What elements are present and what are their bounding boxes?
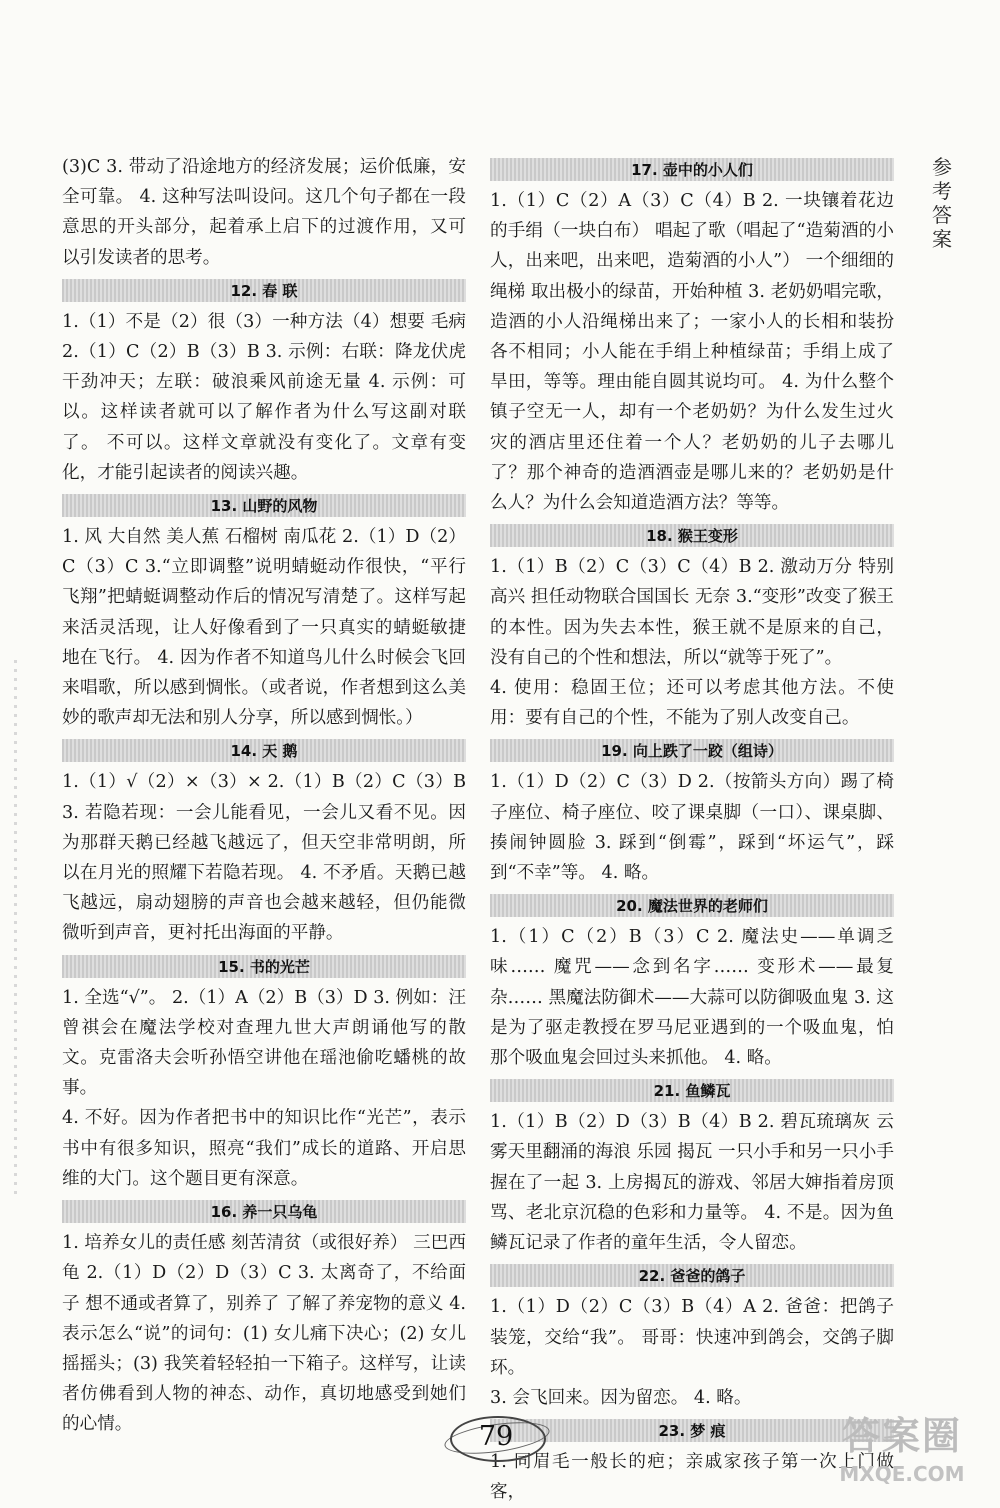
section-heading: 12. 春 联 [62,279,466,302]
answer-paragraph: 1.（1）C（2）B（3）C 2. 魔法史——单调乏味…… 魔咒——念到名字…… 变形术——最复杂…… 黑魔法防御术——大蒜可以防御吸血鬼 3. 这是为了驱走教授在罗马尼亚遇到的一个吸血鬼，怕那个吸血鬼会回过头来抓他。 4. 略。 [490,927,894,1069]
watermark-url: MXQE.COM [839,1462,965,1486]
section-heading: 18. 猴王变形 [490,524,894,547]
section-heading: 22. 爸爸的鸽子 [490,1264,894,1287]
section-heading: 21. 鱼鳞瓦 [490,1079,894,1102]
side-tab-answer-key [930,155,954,251]
answer-paragraph: 1.（1）B（2）D（3）B（4）B 2. 碧瓦琉璃灰 云雾天里翻涌的海浪 乐园 揭瓦 一只小手和另一只小手握在了一起 3. 上房揭瓦的游戏、邻居大婶指着房顶骂、老北京沉稳的色彩和力量等。 4. 不是。因为鱼鳞瓦记录了作者的童年生活，令人留恋。 [490,1112,894,1254]
section-heading: 17. 壶中的小人们 [490,158,894,181]
page-number-badge [442,1410,554,1466]
answer-paragraph: 1.（1）C（2）A（3）C（4）B 2. 一块镶着花边的手绢（一块白布） 唱起了歌（唱起了“造菊酒的小人，出来吧，出来吧，造菊酒的小人”） 一个细细的绳梯 取出极小的绿苗，开始种植 3. 老奶奶唱完歌，造酒的小人沿绳梯出来了；一家小人的长相和装扮各不相同；小人能在手绢上种植绿苗；手绢上成了旱田，等等。理由能自圆其说均可。 4. 为什么整个镇子空无一人，却有一个老奶奶？为什么发生过火灾的酒店里还住着一个人？老奶奶的儿子去哪儿了？那个神奇的造酒酒壶是哪儿来的？老奶奶是什么人？为什么会知道造酒方法？等等。 [490,191,894,514]
answer-paragraph: 1.（1）D（2）C（3）D 2.（按箭头方向）踢了椅子座位、椅子座位、咬了课桌脚（一口）、课桌脚、揍闹钟圆脸 3. 踩到“倒霉”，踩到“坏运气”，踩到“不幸”等。 4. 略。 [490,772,894,884]
side-tab-char: 考 [932,179,952,203]
answer-paragraph: 1.（1）D（2）C（3）B（4）A 2. 爸爸：把鸽子装笼，交给“我”。 哥哥：快速冲到鸽会，交鸽子脚环。 [490,1297,894,1378]
answer-paragraph: 3. 会飞回来。因为留恋。 4. 略。 [490,1387,752,1408]
right-column [490,152,894,1508]
answer-paragraph: 1.（1）B（2）C（3）C（4）B 2. 激动万分 特别高兴 担任动物联合国国长 无奈 3.“变形”改变了猴王的本性。因为失去本性，猴王就不是原来的自己，没有自己的个性和想法，所以“就等于死了”。 [490,557,894,668]
answer-paragraph: 1. 全选“√”。 2.（1）A（2）B（3）D 3. 例如：汪曾祺会在魔法学校对查理九世大声朗诵他写的散文。克雷洛夫会听孙悟空讲他在瑶池偷吃蟠桃的故事。 [62,987,466,1099]
side-tab-char: 参 [932,155,952,179]
section-heading: 16. 养一只乌龟 [62,1200,466,1223]
section-heading: 14. 天 鹅 [62,739,466,762]
left-column [62,152,466,1440]
answer-paragraph: 1. 同眉毛一般长的疤；亲戚家孩子第一次上门做客， [490,1452,894,1503]
answer-paragraph: 1.（1）√（2）×（3）× 2.（1）B（2）C（3）B 3. 若隐若现：一会儿能看见，一会儿又看不见。因为那群天鹅已经越飞越远了，但天空非常明朗，所以在月光的照耀下若隐若现。 4. 不矛盾。天鹅已越飞越远，扇动翅膀的声音也会越来越轻，但仍能微微听到声音，更衬托出海面的平静。 [62,772,466,944]
section-heading: 13. 山野的风物 [62,494,466,517]
section-heading: 23. 梦 痕 [490,1419,894,1442]
section-heading: 20. 魔法世界的老师们 [490,894,894,917]
answer-paragraph: 1.（1）不是（2）很（3）一种方法（4）想要 毛病 2.（1）C（2）B（3）B 3. 示例：右联：降龙伏虎干劲冲天；左联：破浪乘风前途无量 4. 示例：可以。这样读者就可以了解作者为什么写这副对联了。 不可以。这样文章就没有变化了。文章有变化，才能引起读者的阅读兴趣。 [62,311,466,483]
answer-paragraph: (3)C 3. 带动了沿途地方的经济发展；运价低廉，安全可靠。 4. 这种写法叫设问。这几个句子都在一段意思的开头部分，起着承上启下的过渡作用，又可以引发读者的思考。 [62,157,466,268]
answer-paragraph: 1. 风 大自然 美人蕉 石榴树 南瓜花 2.（1）D（2）C（3）C 3.“立即调整”说明蜻蜓动作很快，“平行飞翔”把蜻蜓调整动作后的情况写清楚了。这样写起来活灵活现，让人好像看到了一只真实的蜻蜓敏捷地在飞行。 4. 因为作者不知道鸟儿什么时候会飞回来唱歌，所以感到惆怅。（或者说，作者想到这么美妙的歌声却无法和别人分享，所以感到惆怅。） [62,527,466,729]
watermark [814,1412,990,1488]
page-number: 79 [478,1421,514,1452]
answer-paragraph: 4. 不好。因为作者把书中的知识比作“光芒”，表示书中有很多知识，照亮“我们”成长的道路、开启思维的大门。这个题目更有深意。 [62,1108,466,1189]
answer-paragraph: 1. 培养女儿的责任感 刻苦清贫（或很好养） 三巴西龟 2.（1）D（2）D（3）C 3. 太离奇了，不给面子 想不通或者算了，别养了 了解了养宠物的意义 4. 表示怎么“说”的词句：(1) 女儿痛下决心；(2) 女儿摇摇头；(3) 我笑着轻轻拍一下箱子。这样写，让读者仿佛看到人物的神态、动作，真切地感受到她们的心情。 [62,1233,466,1435]
answer-paragraph: 4. 使用：稳固王位；还可以考虑其他方法。不使用：要有自己的个性，不能为了别人改变自己。 [490,678,894,729]
watermark-logo: 答案圈 [841,1414,962,1458]
section-heading: 15. 书的光芒 [62,955,466,978]
margin-dashed-line [14,660,17,1200]
side-tab-char: 案 [932,227,952,251]
section-heading: 19. 向上跌了一跤（组诗） [490,739,894,762]
side-tab-char: 答 [932,203,952,227]
